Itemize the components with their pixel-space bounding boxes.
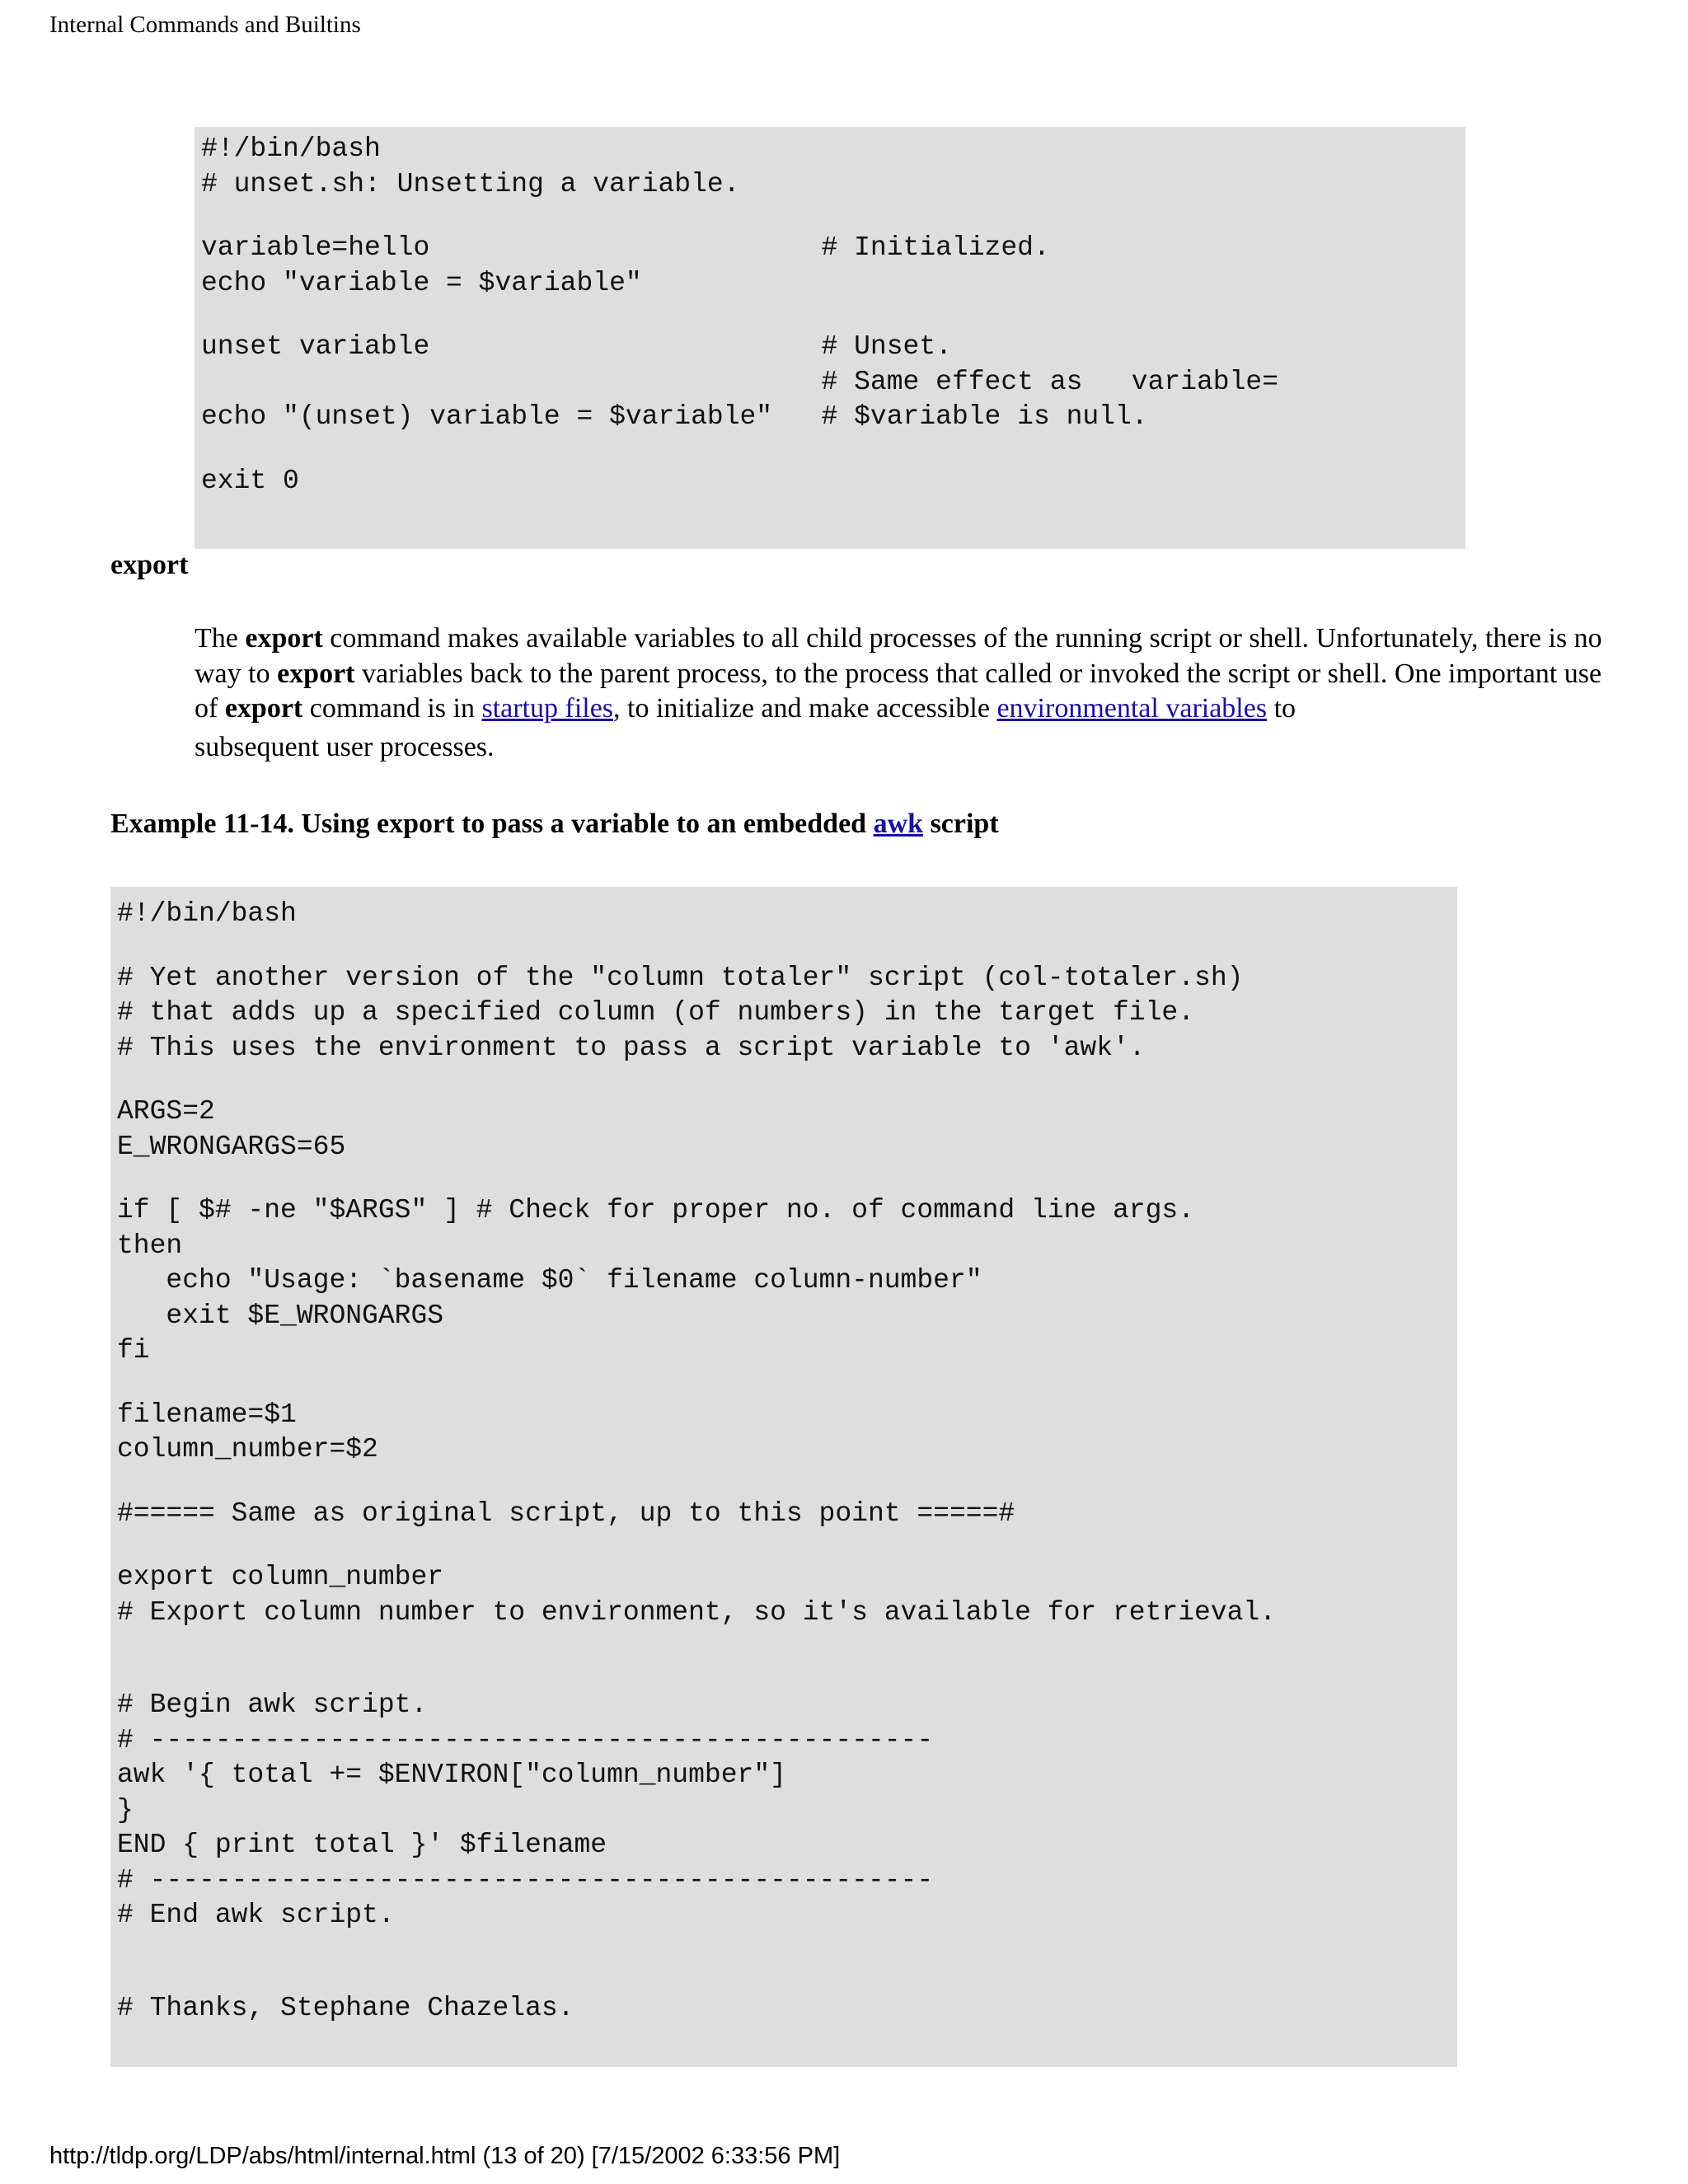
code-spacer (201, 301, 1465, 330)
startup-files-link[interactable]: startup files (481, 693, 614, 724)
export-keyword: export (224, 693, 303, 724)
code-line: then (117, 1230, 183, 1261)
code-spacer (117, 1066, 1457, 1094)
unset-code-block (195, 127, 1465, 549)
environmental-variables-link[interactable]: environmental variables (996, 693, 1268, 724)
text-run: variables back to the parent process, to the process that called or invoked the script or shell. One important use of (195, 658, 1602, 724)
code-line: column_number=$2 (117, 1434, 378, 1465)
code-spacer (117, 1165, 1457, 1193)
awk-link[interactable]: awk (873, 808, 924, 839)
page-footer: http://tldp.org/LDP/abs/html/internal.html (13 of 20) [7/15/2002 6:33:56 PM] (49, 2143, 841, 2169)
code-line: # ------------------------------------------------ (117, 1724, 934, 1755)
code-line: awk '{ total += $ENVIRON["column_number"] (117, 1760, 786, 1790)
export-keyword: export (245, 623, 323, 654)
code-line: exit $E_WRONGARGS (117, 1300, 444, 1331)
text-run: subsequent user processes. (195, 731, 495, 762)
code-line: export column_number (117, 1562, 444, 1592)
example-title (110, 806, 999, 842)
code-spacer (117, 1468, 1457, 1497)
code-line: } (117, 1794, 134, 1825)
code-line: exit 0 (201, 465, 299, 496)
export-code-block (110, 887, 1457, 2067)
code-line: # Export column number to environment, so it's available for retrieval. (117, 1596, 1277, 1628)
export-term-heading: export (110, 550, 189, 580)
code-line: E_WRONGARGS=65 (117, 1131, 346, 1162)
code-line: # End awk script. (117, 1900, 395, 1930)
code-spacer (117, 1531, 1457, 1560)
code-line: # Yet another version of the "column totaler" script (col-totaler.sh) (117, 962, 1244, 993)
code-line: variable=hello # Initialized. (201, 232, 1050, 263)
code-line: filename=$1 (117, 1399, 297, 1430)
example-title-text: script (923, 808, 999, 839)
code-line: echo "(unset) variable = $variable" # $variable is null. (201, 401, 1148, 432)
code-line: END { print total }' $filename (117, 1830, 607, 1860)
code-spacer (201, 435, 1465, 464)
text-run: , to initialize and make accessible (613, 693, 997, 724)
code-line: #!/bin/bash (201, 134, 381, 164)
code-line: # that adds up a specified column (of numbers) in the target file. (117, 997, 1195, 1028)
export-keyword: export (277, 658, 355, 689)
code-line: # unset.sh: Unsetting a variable. (201, 168, 740, 199)
page-header: Internal Commands and Builtins (49, 12, 361, 38)
export-description (195, 621, 1612, 765)
code-spacer (117, 932, 1457, 961)
code-line: ARGS=2 (117, 1096, 215, 1127)
text-run: The (195, 623, 246, 654)
text-run: to (1267, 693, 1296, 724)
code-line: # Same effect as variable= (201, 366, 1279, 397)
code-spacer (117, 1630, 1457, 1688)
code-spacer (117, 1933, 1457, 1991)
code-line: unset variable # Unset. (201, 331, 952, 362)
code-line: # ------------------------------------------------ (117, 1864, 934, 1896)
code-line: # Begin awk script. (117, 1690, 428, 1720)
code-line: #===== Same as original script, up to this point =====# (117, 1497, 1015, 1529)
code-spacer (201, 202, 1465, 231)
code-line: if [ $# -ne "$ARGS" ] # Check for proper no. of command line args. (117, 1195, 1195, 1226)
code-line: echo "variable = $variable" (201, 267, 642, 298)
code-line: # Thanks, Stephane Chazelas. (117, 1992, 574, 2023)
code-line: # This uses the environment to pass a script variable to 'awk'. (117, 1032, 1146, 1063)
text-run: command is in (302, 693, 482, 724)
text-run: command makes available variables to all child processes of the running script or shell. Unfortunately, there is no way to (195, 623, 1602, 689)
code-line: echo "Usage: `basename $0` filename column-number" (117, 1265, 982, 1296)
code-line: fi (117, 1335, 150, 1366)
example-title-text: Example 11-14. Using export to pass a variable to an embedded (110, 808, 874, 839)
code-spacer (117, 1369, 1457, 1398)
code-line: #!/bin/bash (117, 898, 297, 929)
